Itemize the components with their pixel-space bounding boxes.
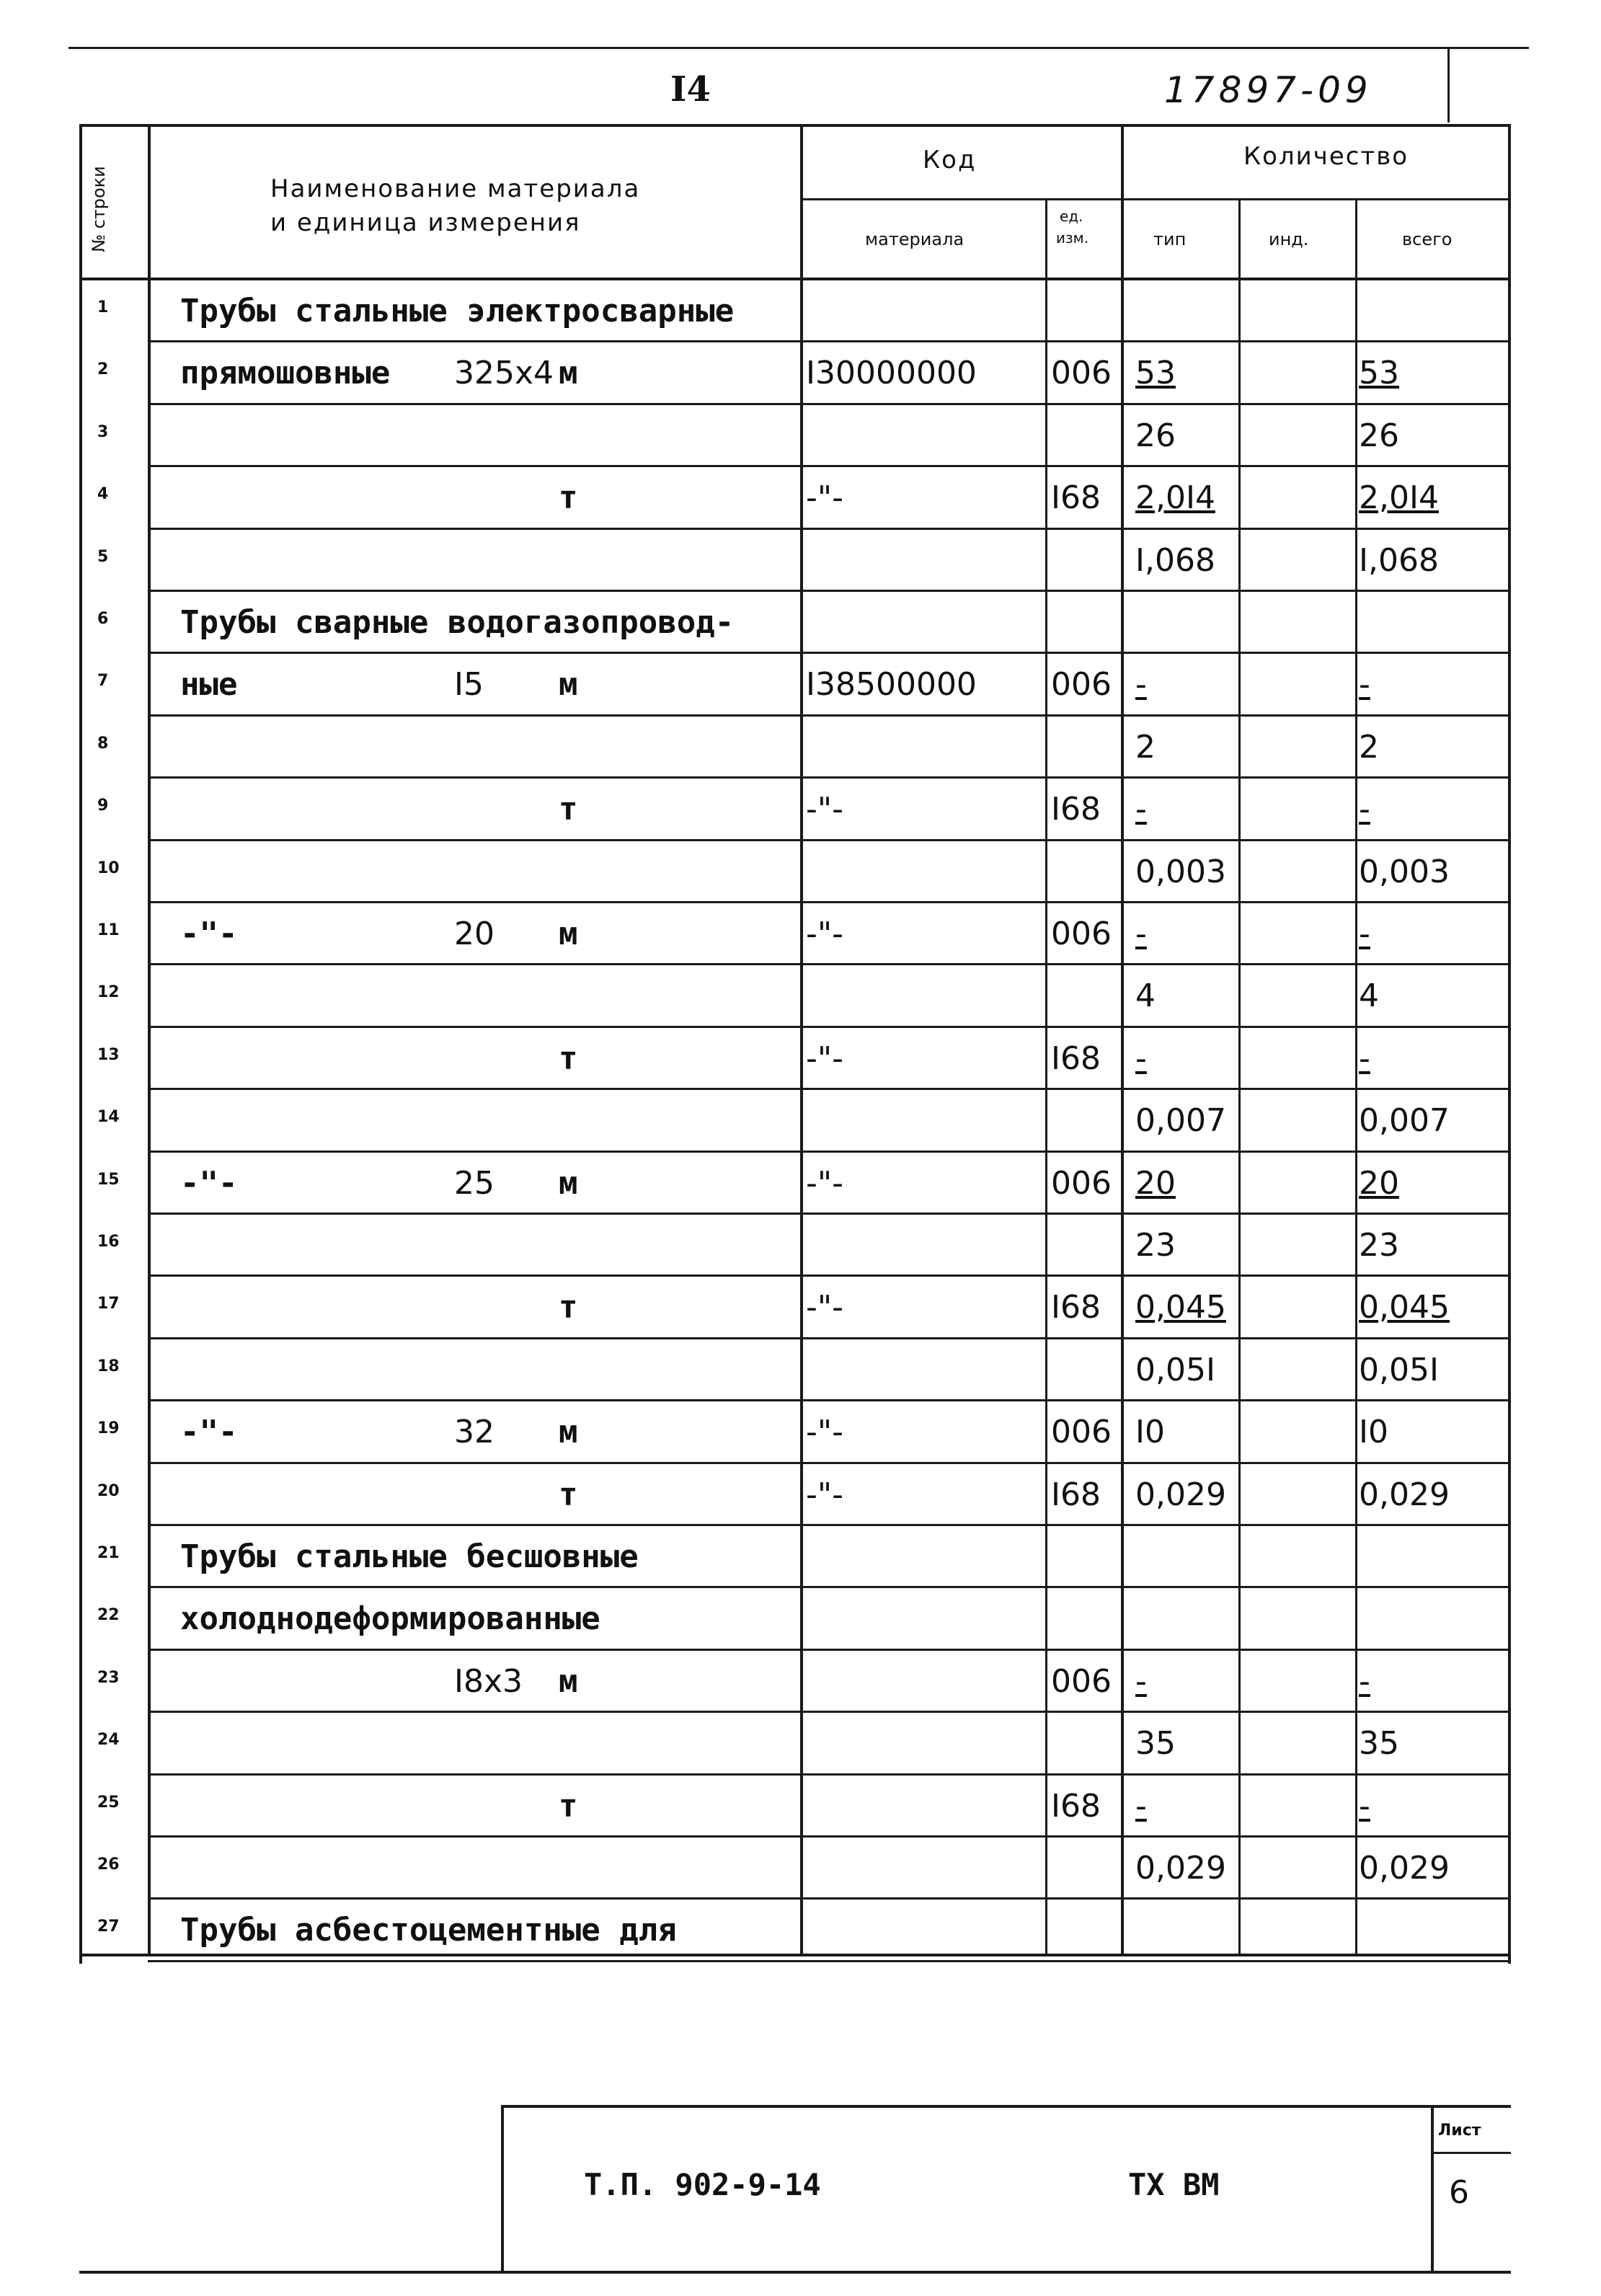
- header-code-label: Код: [923, 146, 977, 174]
- material-unit: м: [559, 1663, 578, 1700]
- row-divider: [148, 963, 1511, 965]
- quantity-total: -: [1359, 1040, 1370, 1077]
- row-divider: [148, 1275, 1511, 1277]
- row-divider: [148, 1088, 1511, 1090]
- table-top-border: [79, 124, 1511, 127]
- quantity-total: 0,05I: [1359, 1352, 1439, 1388]
- page-number: I4: [670, 69, 711, 110]
- material-name: ные: [180, 666, 238, 703]
- row-divider: [148, 590, 1511, 592]
- quantity-type: 26: [1135, 417, 1176, 454]
- row-divider: [148, 1151, 1511, 1153]
- header-bottom-border: [79, 278, 1511, 280]
- row-number: 13: [97, 1046, 120, 1064]
- quantity-type: 35: [1135, 1725, 1176, 1762]
- row-number: 8: [97, 735, 109, 753]
- row-divider: [148, 1524, 1511, 1526]
- row-number: 10: [97, 859, 120, 877]
- col-line-code: [1045, 198, 1047, 1955]
- stamp-sheet-label: Лист: [1438, 2122, 1481, 2140]
- row-divider: [148, 652, 1511, 654]
- quantity-type: 0,045: [1135, 1289, 1226, 1326]
- row-number: 1: [97, 298, 109, 316]
- quantity-total: 0,003: [1359, 854, 1450, 890]
- quantity-total: 23: [1359, 1227, 1399, 1264]
- row-number: 26: [97, 1856, 120, 1874]
- quantity-type: 0,029: [1135, 1476, 1226, 1513]
- material-unit: т: [559, 1289, 578, 1326]
- header-sub-divider: [800, 198, 1511, 200]
- quantity-total: 20: [1359, 1165, 1399, 1202]
- quantity-total: 4: [1359, 978, 1379, 1014]
- quantity-type: -: [1135, 791, 1147, 828]
- page-bottom-border: [79, 2271, 1511, 2274]
- row-divider: [148, 1711, 1511, 1713]
- row-number: 4: [97, 485, 109, 503]
- quantity-type: 0,05I: [1135, 1352, 1215, 1388]
- row-divider: [148, 1586, 1511, 1588]
- row-divider: [148, 714, 1511, 717]
- material-code: -"-: [806, 1476, 843, 1513]
- quantity-total: 2,0I4: [1359, 479, 1439, 516]
- row-divider: [148, 1462, 1511, 1464]
- header-name-label-line1: Наименование материала: [270, 174, 641, 203]
- col-line-ind: [1355, 198, 1357, 1955]
- material-unit: т: [559, 1040, 578, 1077]
- row-number: 23: [97, 1669, 120, 1687]
- unit-code: I68: [1051, 1289, 1101, 1326]
- row-number: 19: [97, 1419, 120, 1437]
- material-code: -"-: [806, 1165, 843, 1202]
- header-unit-label-line2: изм.: [1056, 229, 1089, 247]
- unit-code: 006: [1051, 1165, 1112, 1202]
- row-number: 25: [97, 1794, 120, 1812]
- material-code: I30000000: [806, 355, 977, 391]
- row-divider: [148, 1649, 1511, 1651]
- row-number: 27: [97, 1918, 120, 1936]
- row-number: 12: [97, 983, 120, 1001]
- quantity-type: -: [1135, 1788, 1147, 1825]
- quantity-total: 0,045: [1359, 1289, 1450, 1326]
- material-size: I5: [454, 666, 484, 703]
- unit-code: I68: [1051, 791, 1101, 828]
- material-name: Трубы асбестоцементные для: [180, 1912, 677, 1949]
- row-divider: [148, 1399, 1511, 1401]
- unit-code: I68: [1051, 1040, 1101, 1077]
- row-number: 5: [97, 548, 109, 566]
- header-type-label: тип: [1153, 229, 1187, 249]
- row-divider: [148, 1026, 1511, 1028]
- row-number: 22: [97, 1606, 120, 1624]
- header-quantity-label: Количество: [1243, 142, 1409, 171]
- stamp-left-border: [501, 2105, 504, 2274]
- unit-code: I68: [1051, 479, 1101, 516]
- material-name: прямошовные: [180, 355, 391, 391]
- header-name-label-line2: и единица измерения: [270, 208, 581, 237]
- row-divider: [148, 901, 1511, 903]
- quantity-type: 2: [1135, 729, 1156, 766]
- unit-code: 006: [1051, 1414, 1112, 1450]
- table-right-border: [1508, 124, 1511, 1964]
- row-divider: [148, 340, 1511, 342]
- quantity-total: I0: [1359, 1414, 1388, 1450]
- material-unit: т: [559, 1788, 578, 1825]
- row-number: 2: [97, 360, 109, 378]
- row-divider: [148, 528, 1511, 530]
- quantity-type: I0: [1135, 1414, 1165, 1450]
- row-divider: [148, 839, 1511, 841]
- material-unit: м: [559, 916, 578, 952]
- material-name: -"-: [180, 1165, 238, 1202]
- quantity-type: -: [1135, 916, 1147, 952]
- document-number: 17897-09: [1164, 69, 1372, 111]
- quantity-type: 4: [1135, 978, 1156, 1014]
- row-divider: [148, 776, 1511, 779]
- stamp-designation: Т.П. 902-9-14: [584, 2167, 821, 2202]
- quantity-type: 53: [1135, 355, 1176, 391]
- row-number: 18: [97, 1357, 120, 1375]
- material-code: I38500000: [806, 666, 977, 703]
- unit-code: 006: [1051, 666, 1112, 703]
- row-divider: [148, 1960, 1511, 1962]
- quantity-total: 2: [1359, 729, 1379, 766]
- header-material-label: материала: [865, 229, 964, 249]
- quantity-type: -: [1135, 1040, 1147, 1077]
- quantity-total: -: [1359, 1663, 1370, 1700]
- row-number: 6: [97, 610, 109, 628]
- stamp-top-border: [501, 2105, 1511, 2108]
- material-code: -"-: [806, 1289, 843, 1326]
- row-divider: [148, 1897, 1511, 1900]
- stamp-sheet-label-divider: [1431, 2152, 1511, 2154]
- material-name: Трубы сварные водогазопровод-: [180, 604, 735, 641]
- header-rownum-label: № строки: [89, 166, 109, 252]
- material-unit: т: [559, 1476, 578, 1513]
- material-unit: м: [559, 1414, 578, 1450]
- material-unit: м: [559, 666, 578, 703]
- unit-code: I68: [1051, 1788, 1101, 1825]
- quantity-total: -: [1359, 666, 1370, 703]
- material-name: холоднодеформированные: [180, 1600, 600, 1637]
- quantity-total: -: [1359, 1788, 1370, 1825]
- row-number: 11: [97, 921, 120, 939]
- header-ind-label: инд.: [1269, 229, 1309, 249]
- unit-code: I68: [1051, 1476, 1101, 1513]
- quantity-total: 26: [1359, 417, 1399, 454]
- row-divider: [148, 403, 1511, 405]
- header-unit-label-line1: ед.: [1060, 208, 1083, 225]
- material-code: -"-: [806, 479, 843, 516]
- material-name: -"-: [180, 1414, 238, 1450]
- material-size: 20: [454, 916, 495, 952]
- quantity-type: 23: [1135, 1227, 1176, 1264]
- top-right-divider: [1447, 47, 1450, 123]
- material-unit: т: [559, 791, 578, 828]
- row-number: 17: [97, 1295, 120, 1313]
- quantity-total: -: [1359, 916, 1370, 952]
- quantity-type: 0,003: [1135, 854, 1226, 890]
- header-total-label: всего: [1402, 229, 1453, 249]
- material-size: 25: [454, 1165, 495, 1202]
- material-code: -"-: [806, 916, 843, 952]
- unit-code: 006: [1051, 355, 1112, 391]
- row-number: 7: [97, 672, 109, 690]
- stamp-sheet-divider: [1431, 2105, 1434, 2274]
- table-body-bottom-border: [79, 1954, 1511, 1956]
- quantity-total: 0,007: [1359, 1102, 1450, 1139]
- quantity-total: 35: [1359, 1725, 1399, 1762]
- material-code: -"-: [806, 1040, 843, 1077]
- quantity-total: 0,029: [1359, 1476, 1450, 1513]
- material-code: -"-: [806, 791, 843, 828]
- row-divider: [148, 1835, 1511, 1838]
- row-number: 3: [97, 423, 109, 441]
- row-number: 21: [97, 1544, 120, 1562]
- quantity-type: 0,007: [1135, 1102, 1226, 1139]
- unit-code: 006: [1051, 916, 1112, 952]
- row-number: 20: [97, 1482, 120, 1500]
- table-left-border: [79, 124, 82, 1964]
- col-line-rownum: [148, 124, 151, 1955]
- row-divider: [148, 1337, 1511, 1339]
- material-size: I8х3: [454, 1663, 523, 1700]
- stamp-section: ТХ ВМ: [1128, 2167, 1220, 2202]
- col-line-type: [1238, 198, 1241, 1955]
- top-border-line: [68, 47, 1529, 49]
- quantity-type: 0,029: [1135, 1850, 1226, 1887]
- col-line-name: [800, 124, 803, 1955]
- quantity-total: I,068: [1359, 542, 1439, 579]
- quantity-type: -: [1135, 1663, 1147, 1700]
- material-name: Трубы стальные бесшовные: [180, 1538, 639, 1575]
- col-line-unit: [1121, 124, 1124, 1955]
- quantity-total: 0,029: [1359, 1850, 1450, 1887]
- material-size: 325х4: [454, 355, 554, 391]
- row-number: 16: [97, 1233, 120, 1251]
- stamp-sheet-number: 6: [1449, 2174, 1469, 2211]
- material-unit: м: [559, 1165, 578, 1202]
- row-divider: [148, 1213, 1511, 1215]
- material-name: Трубы стальные электросварные: [180, 293, 735, 329]
- quantity-total: 53: [1359, 355, 1399, 391]
- row-number: 14: [97, 1108, 120, 1126]
- quantity-type: 2,0I4: [1135, 479, 1215, 516]
- quantity-type: 20: [1135, 1165, 1176, 1202]
- row-number: 15: [97, 1171, 120, 1189]
- quantity-type: I,068: [1135, 542, 1215, 579]
- material-size: 32: [454, 1414, 495, 1450]
- material-name: -"-: [180, 916, 238, 952]
- material-unit: т: [559, 479, 578, 516]
- unit-code: 006: [1051, 1663, 1112, 1700]
- quantity-total: -: [1359, 791, 1370, 828]
- row-divider: [148, 465, 1511, 467]
- row-number: 9: [97, 797, 109, 815]
- row-number: 24: [97, 1731, 120, 1749]
- material-unit: м: [559, 355, 578, 391]
- row-divider: [148, 1773, 1511, 1776]
- quantity-type: -: [1135, 666, 1147, 703]
- material-code: -"-: [806, 1414, 843, 1450]
